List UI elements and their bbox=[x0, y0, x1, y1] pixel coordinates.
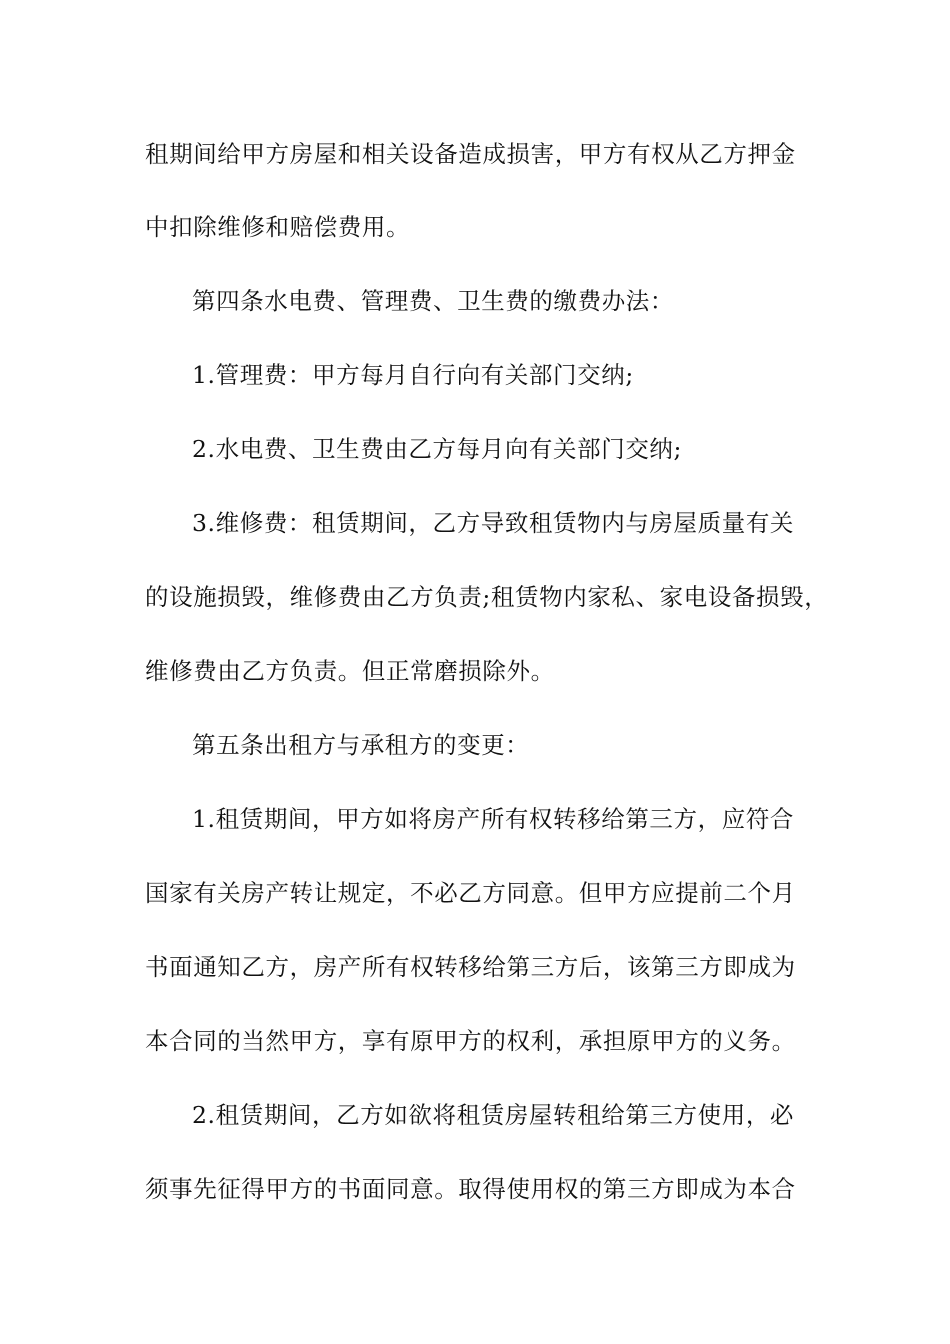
text-line-7: 的设施损毁，维修费由乙方负责;租赁物内家私、家电设备损毁， bbox=[145, 583, 829, 611]
text-line-11: 国家有关房产转让规定，不必乙方同意。但甲方应提前二个月 bbox=[145, 879, 796, 907]
text-line-14: 2.租赁期间，乙方如欲将租赁房屋转租给第三方使用，必 bbox=[192, 1101, 795, 1129]
text-line-4: 1.管理费：甲方每月自行向有关部门交纳; bbox=[192, 361, 634, 389]
text-line-12: 书面通知乙方，房产所有权转移给第三方后，该第三方即成为 bbox=[145, 953, 796, 981]
text-line-13: 本合同的当然甲方，享有原甲方的权利，承担原甲方的义务。 bbox=[145, 1027, 796, 1055]
text-line-3: 第四条水电费、管理费、卫生费的缴费办法： bbox=[192, 287, 674, 315]
text-line-15: 须事先征得甲方的书面同意。取得使用权的第三方即成为本合 bbox=[145, 1175, 796, 1203]
text-line-9: 第五条出租方与承租方的变更： bbox=[192, 731, 530, 759]
text-line-8: 维修费由乙方负责。但正常磨损除外。 bbox=[145, 657, 555, 685]
text-line-1: 租期间给甲方房屋和相关设备造成损害，甲方有权从乙方押金 bbox=[145, 140, 796, 168]
text-line-6: 3.维修费：租赁期间，乙方导致租赁物内与房屋质量有关 bbox=[192, 509, 795, 537]
text-line-2: 中扣除维修和赔偿费用。 bbox=[145, 213, 411, 241]
text-line-10: 1.租赁期间，甲方如将房产所有权转移给第三方，应符合 bbox=[192, 805, 795, 833]
text-line-5: 2.水电费、卫生费由乙方每月向有关部门交纳; bbox=[192, 435, 683, 463]
